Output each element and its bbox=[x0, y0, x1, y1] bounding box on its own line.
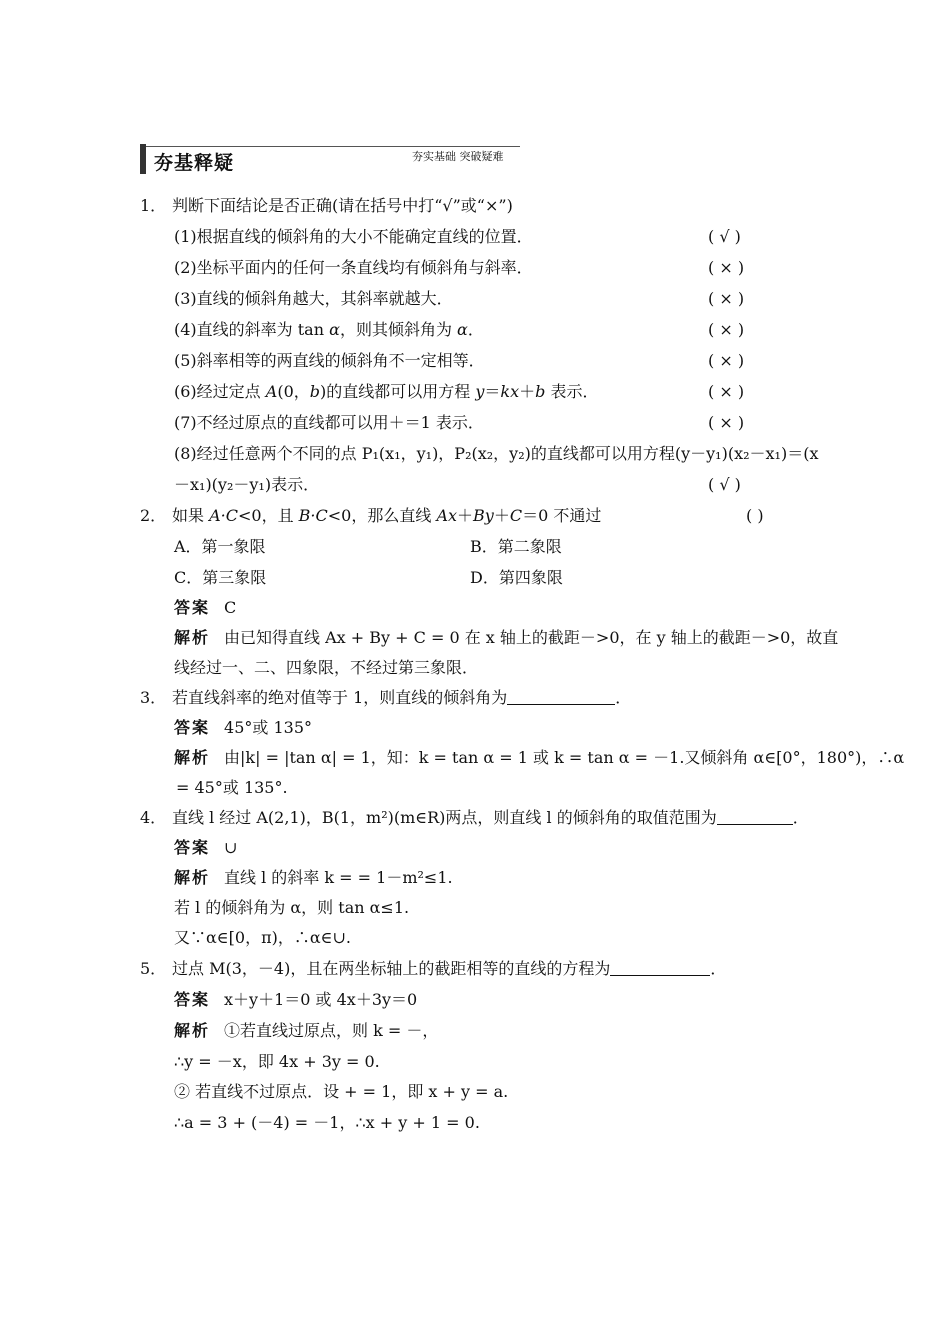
q1-item-5: (5)斜率相等的两直线的倾斜角不一定相等． bbox=[174, 351, 485, 370]
q2-answer: 答案 C bbox=[174, 598, 237, 617]
analysis-label: 解析 bbox=[174, 628, 211, 647]
q5-number: 5． bbox=[140, 959, 167, 978]
q3-blank[interactable] bbox=[507, 688, 615, 705]
q4-analysis-3: 又∵α∈[0，π)，∴α∈∪. bbox=[174, 928, 351, 947]
q3-analysis-1: 解析 由|k| = |tan α| = 1，知：k = tan α = 1 或 k = tan α = －1.又倾斜角 α∈[0°，180°)，∴α bbox=[174, 748, 905, 767]
q1-item-2-mark: ( × ) bbox=[708, 258, 745, 277]
q1-item-1: (1)根据直线的倾斜角的大小不能确定直线的位置． bbox=[174, 227, 533, 246]
section-title: 夯基释疑 bbox=[154, 152, 235, 174]
q5-analysis-3: ② 若直线不过原点．设 + = 1，即 x + y = a. bbox=[174, 1082, 509, 1101]
q1-number: 1． bbox=[140, 196, 167, 215]
q4-analysis-1: 解析 直线 l 的斜率 k = = 1－m²≤1. bbox=[174, 868, 453, 887]
q1-item-2: (2)坐标平面内的任何一条直线均有倾斜角与斜率． bbox=[174, 258, 533, 277]
q2-bracket: ( ) bbox=[746, 506, 764, 525]
answer-label: 答案 bbox=[174, 598, 211, 617]
q5-stem: 过点 M(3，－4)，且在两坐标轴上的截距相等的直线的方程为 ． bbox=[172, 959, 727, 978]
q1-item-4: (4)直线的斜率为 tan α，则其倾斜角为 α． bbox=[174, 320, 484, 339]
q1-item-6-mark: ( × ) bbox=[708, 382, 745, 401]
q5-analysis-1: 解析 ①若直线过原点，则 k = －， bbox=[174, 1021, 439, 1040]
q1-item-5-mark: ( × ) bbox=[708, 351, 745, 370]
q1-item-4-mark: ( × ) bbox=[708, 320, 745, 339]
q3-answer: 答案 45°或 135° bbox=[174, 718, 313, 737]
header-rule bbox=[146, 146, 520, 147]
answer-label: 答案 bbox=[174, 838, 211, 857]
header-bar bbox=[140, 144, 146, 174]
q4-analysis-2: 若 l 的倾斜角为 α，则 tan α≤1. bbox=[174, 898, 410, 917]
q5-analysis-2: ∴y = －x，即 4x + 3y = 0. bbox=[174, 1052, 380, 1071]
q2-option-d: D．第四象限 bbox=[470, 568, 563, 587]
q2-number: 2． bbox=[140, 506, 167, 525]
section-subtitle: 夯实基础 突破疑难 bbox=[412, 150, 504, 163]
analysis-label: 解析 bbox=[174, 1021, 211, 1040]
q1-item-6: (6)经过定点 A(0，b)的直线都可以用方程 y＝kx＋b 表示． bbox=[174, 382, 599, 401]
q4-blank[interactable] bbox=[717, 808, 793, 825]
analysis-label: 解析 bbox=[174, 868, 211, 887]
q2-analysis-2: 线经过一、二、四象限，不经过第三象限． bbox=[174, 658, 479, 677]
q5-blank[interactable] bbox=[610, 959, 710, 976]
q1-item-8-line1: (8)经过任意两个不同的点 P₁(x₁，y₁)，P₂(x₂，y₂)的直线都可以用方程(y－y₁)(x₂－x₁)＝(x bbox=[174, 444, 819, 463]
q2-option-b: B．第二象限 bbox=[470, 537, 562, 556]
q4-answer: 答案 ∪ bbox=[174, 838, 238, 857]
q1-item-8-line2: －x₁)(y₂－y₁)表示． bbox=[174, 475, 320, 494]
q4-number: 4． bbox=[140, 808, 167, 827]
q2-option-a: A．第一象限 bbox=[174, 537, 266, 556]
q1-stem: 判断下面结论是否正确(请在括号中打“√”或“×”) bbox=[172, 196, 513, 215]
q3-analysis-2: = 45°或 135°. bbox=[176, 778, 288, 797]
q2-analysis-1: 解析 由已知得直线 Ax + By + C = 0 在 x 轴上的截距－>0，在 y 轴上的截距－>0，故直 bbox=[174, 628, 839, 647]
answer-label: 答案 bbox=[174, 990, 211, 1009]
q5-answer: 答案 x＋y＋1＝0 或 4x＋3y＝0 bbox=[174, 990, 418, 1009]
q1-item-3-mark: ( × ) bbox=[708, 289, 745, 308]
answer-label: 答案 bbox=[174, 718, 211, 737]
q4-stem: 直线 l 经过 A(2,1)，B(1，m²)(m∈R)两点，则直线 l 的倾斜角的取值范围为 ． bbox=[172, 808, 809, 827]
q1-item-7-mark: ( × ) bbox=[708, 413, 745, 432]
q1-item-7: (7)不经过原点的直线都可以用＋＝1 表示． bbox=[174, 413, 484, 432]
section-header bbox=[140, 142, 520, 176]
analysis-label: 解析 bbox=[174, 748, 211, 767]
q1-item-8-mark: ( √ ) bbox=[708, 475, 741, 494]
q1-item-3: (3)直线的倾斜角越大，其斜率就越大． bbox=[174, 289, 453, 308]
q2-stem: 如果 A·C<0，且 B·C<0，那么直线 Ax＋By＋C＝0 不通过 bbox=[172, 506, 602, 525]
q2-option-c: C．第三象限 bbox=[174, 568, 267, 587]
q3-stem: 若直线斜率的绝对值等于 1，则直线的倾斜角为 ． bbox=[172, 688, 632, 707]
q1-item-1-mark: ( √ ) bbox=[708, 227, 741, 246]
q5-analysis-4: ∴a = 3 + (－4) = －1，∴x + y + 1 = 0. bbox=[174, 1113, 480, 1132]
q3-number: 3． bbox=[140, 688, 167, 707]
